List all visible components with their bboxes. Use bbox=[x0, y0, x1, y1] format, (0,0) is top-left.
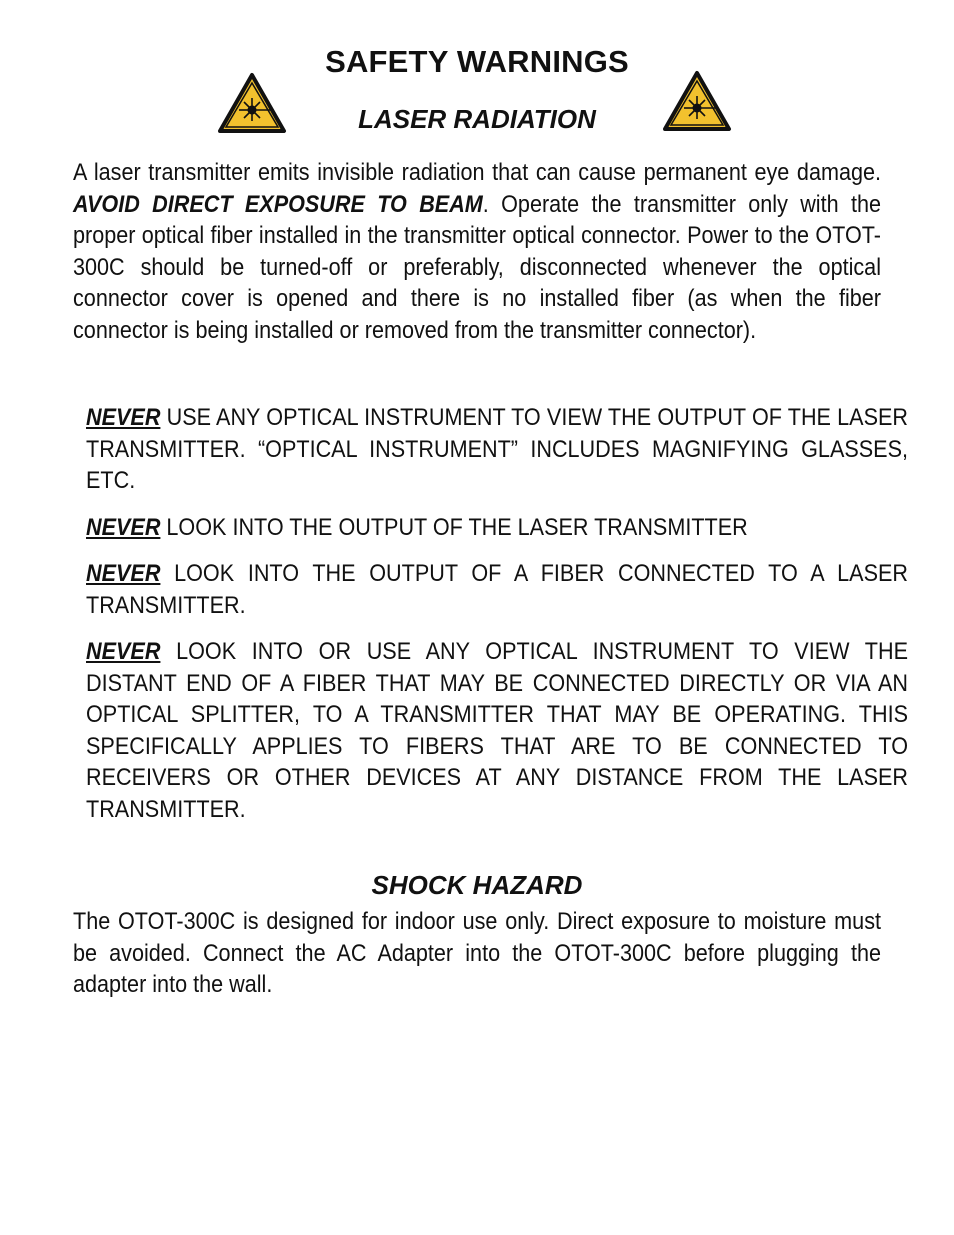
never-warning bbox=[86, 558, 908, 621]
never-keyword: NEVER bbox=[86, 560, 161, 587]
never-keyword: NEVER bbox=[86, 404, 161, 431]
shock-hazard-paragraph: The OTOT-300C is designed for indoor use only. Direct exposure to moisture must be avoided. Connect the AC Adapter into the OTOT-300C before plugging the adapter into the wall. bbox=[73, 908, 881, 999]
laser-radiation-heading: LASER RADIATION bbox=[358, 104, 596, 134]
intro-text-continued: . Operate the transmitter only with the proper optical fiber installed in the transmitter optical connector. Power to the OTOT-300C should be turned-off or preferably, disconnected whenever the optical connector cover is opened and there is no installed fiber (as when the fiber connector is being installed or removed from the transmitter connector). bbox=[73, 190, 881, 344]
intro-text: A laser transmitter emits invisible radiation that can cause permanent eye damage. bbox=[73, 159, 881, 186]
never-warning-text: LOOK INTO OR USE ANY OPTICAL INSTRUMENT TO VIEW THE DISTANT END OF A FIBER THAT MAY BE CONNECTED DIRECTLY OR VIA AN OPTICAL SPLITTER, TO A TRANSMITTER THAT MAY BE OPERATING. THIS SPECIFICALLY APPLIES TO FIBERS THAT ARE TO BE CONNECTED TO RECEIVERS OR OTHER DEVICES AT ANY DISTANCE FROM THE LASER TRANSMITTER. bbox=[86, 638, 908, 823]
never-keyword: NEVER bbox=[86, 638, 161, 665]
never-warning-text: LOOK INTO THE OUTPUT OF THE LASER TRANSMITTER bbox=[160, 514, 748, 541]
never-warning-text: LOOK INTO THE OUTPUT OF A FIBER CONNECTED TO A LASER TRANSMITTER. bbox=[86, 560, 908, 619]
never-keyword: NEVER bbox=[86, 514, 161, 541]
never-warning bbox=[86, 402, 908, 497]
never-warning bbox=[86, 636, 908, 826]
exposure-warning: AVOID DIRECT EXPOSURE TO BEAM bbox=[73, 190, 483, 218]
laser-intro-paragraph bbox=[73, 157, 881, 347]
page-title: SAFETY WARNINGS bbox=[325, 44, 629, 79]
never-warning bbox=[86, 512, 908, 544]
laser-warning-icon bbox=[662, 70, 732, 132]
never-warning-text: USE ANY OPTICAL INSTRUMENT TO VIEW THE OUTPUT OF THE LASER TRANSMITTER. “OPTICAL INSTRUMENT” INCLUDES MAGNIFYING GLASSES, ETC. bbox=[86, 404, 908, 495]
shock-hazard-heading: SHOCK HAZARD bbox=[371, 870, 583, 900]
